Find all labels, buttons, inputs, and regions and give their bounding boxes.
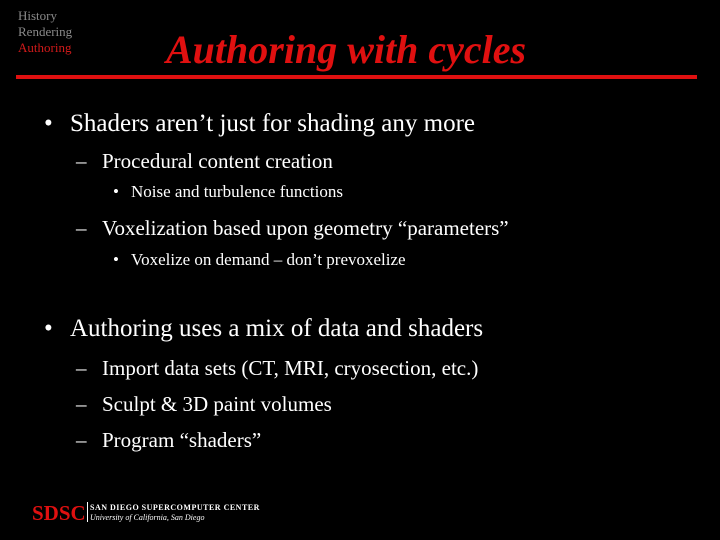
bullet-2-2-text: Sculpt & 3D paint volumes (102, 392, 332, 416)
bullet-2-3-text: Program “shaders” (102, 428, 262, 452)
dash-marker: – (76, 392, 87, 416)
slide-title: Authoring with cycles (166, 27, 527, 72)
footer-divider (87, 502, 88, 522)
dash-marker: – (76, 149, 87, 173)
bullet-marker: • (113, 182, 119, 201)
bullet-1-1-text: Procedural content creation (102, 149, 333, 173)
footer-university: University of California, San Diego (90, 513, 205, 522)
dash-marker: – (76, 216, 87, 240)
bullet-1-2-1-text: Voxelize on demand – don’t prevoxelize (131, 250, 406, 269)
bullet-marker: • (113, 250, 119, 269)
title-divider (16, 75, 697, 79)
dash-marker: – (76, 428, 87, 452)
section-nav (18, 8, 72, 56)
bullet-2-1-text: Import data sets (CT, MRI, cryosection, etc.) (102, 356, 479, 380)
bullet-marker: • (44, 110, 53, 137)
nav-item-rendering[interactable]: Rendering (18, 24, 73, 39)
sdsc-logo: SDSC (32, 501, 86, 525)
bullet-1-2-text: Voxelization based upon geometry “parameters” (102, 216, 509, 240)
nav-item-authoring[interactable]: Authoring (18, 40, 72, 55)
bullet-1-1-1-text: Noise and turbulence functions (131, 182, 343, 201)
bullet-marker: • (44, 315, 53, 342)
bullet-1-text: Shaders aren’t just for shading any more (70, 110, 475, 137)
footer-org-name: SAN DIEGO SUPERCOMPUTER CENTER (90, 503, 260, 512)
nav-item-history[interactable]: History (18, 8, 57, 23)
dash-marker: – (76, 356, 87, 380)
bullet-2-text: Authoring uses a mix of data and shaders (70, 315, 484, 342)
